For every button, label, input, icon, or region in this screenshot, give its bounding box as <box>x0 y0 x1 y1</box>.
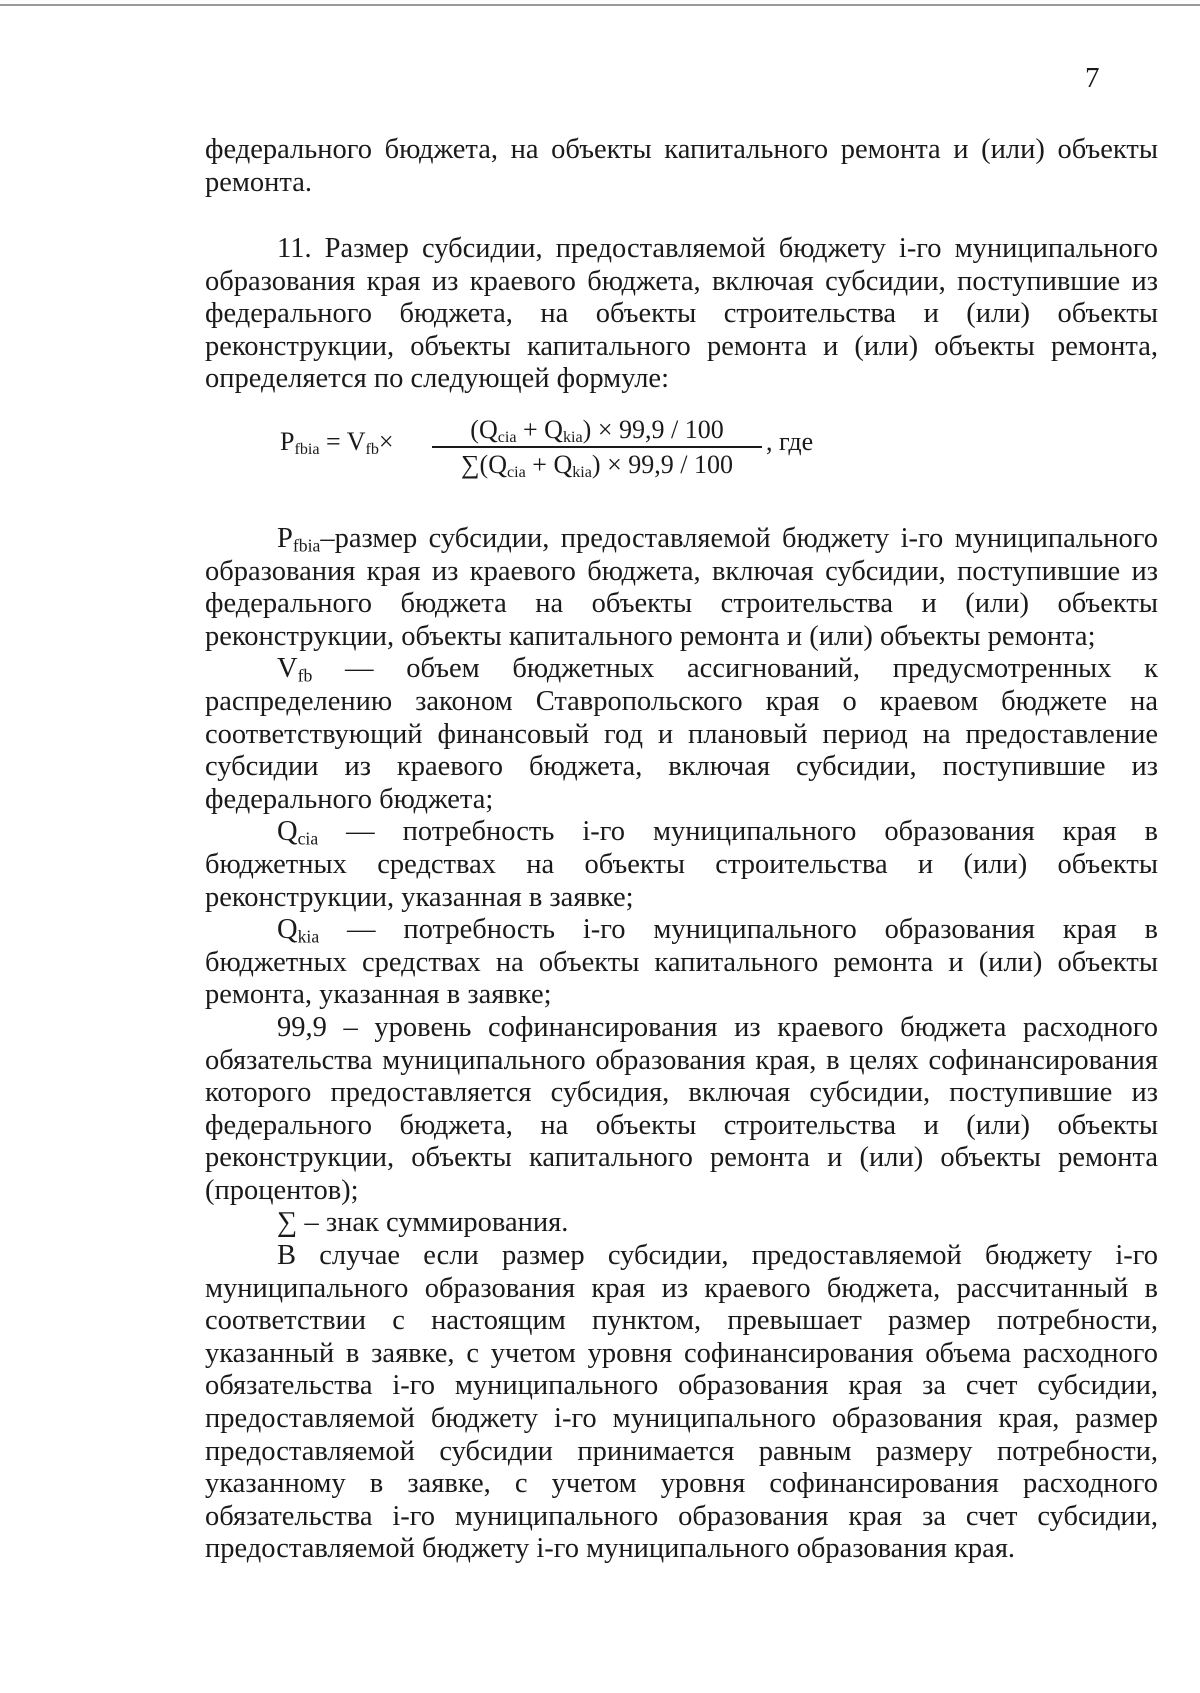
definition-q-cia: $Q_{cia}$ — потребность i-го муниципального образования края в бюджетных средствах на объекты строительства и (или) объекты реконструкции, указанная в заявке; <box>205 816 1158 913</box>
page-number: 7 <box>1085 62 1100 94</box>
definition-q-kia: $Q_{kia}$ — потребность i-го муниципального образования края в бюджетных средствах на объекты капитального ремонта и (или) объекты ремонта, указанная в заявке; <box>205 914 1158 1011</box>
clause-11-text: 11. Размер субсидии, предоставляемой бюджету i-го муниципального образования края из краевого бюджета, включая субсидии, поступившие из федерального бюджета, на объекты строительства и (или) объекты реконструкции, объекты капитального ремонта и (или) объекты ремонта, определяется по следующей формуле: <box>205 233 1158 395</box>
scan-edge-line <box>0 4 1200 6</box>
formula-denominator: $\sum(Q_{cia} + Q_{kia}) \times 99,9 / 100$ <box>461 450 733 482</box>
clause-11 <box>205 233 1158 396</box>
formula-fraction <box>428 415 766 480</box>
formula-tail: , где <box>766 427 814 456</box>
final-paragraph: В случае если размер субсидии, предоставляемой бюджету i-го муниципального образования края из краевого бюджета, рассчитанный в соответствии с настоящим пунктом, превышает размер потребности, указанный в заявке, с учетом уровня софинансирования объема расходного обязательства i-го муниципального образования края за счет субсидии, предоставляемой бюджету i-го муниципального образования края, размер предоставляемой субсидии принимается равным размеру потребности, указанному в заявке, с учетом уровня софинансирования расходного обязательства i-го муниципального образования края за счет субсидии, предоставляемой бюджету i-го муниципального образования края. <box>205 1240 1158 1565</box>
definition-v-fb: $V_{fb}$ — объем бюджетных ассигнований, предусмотренных к распределению законом Ставропольского края о краевом бюджете на соответствующий финансовый год и плановый период на предоставление субсидии из краевого бюджета, включая субсидии, поступившие из федерального бюджета; <box>205 653 1158 815</box>
formula-lhs: $P_{fbia} = V_{fb}\times$ <box>280 427 394 459</box>
formula-numerator: $(Q_{cia} + Q_{kia}) \times 99,9 / 100$ <box>470 415 724 447</box>
definition-cofinancing-level: 99,9 – уровень софинансирования из краевого бюджета расходного обязательства муниципального образования края, в целях софинансирования которого предоставляется субсидия, включая субсидии, поступившие из федерального бюджета, на объекты строительства и (или) объекты реконструкции, объекты капитального ремонта и (или) объекты ремонта (процентов); <box>205 1011 1158 1206</box>
continuation-paragraph <box>205 134 1158 199</box>
definitions-block <box>205 523 1158 1566</box>
definition-sum-sign: ∑ – знак суммирования. <box>277 1207 569 1239</box>
definition-p-fbia: $P_{fbia}$–размер субсидии, предоставляемой бюджету i-го муниципального образования края из краевого бюджета, включая субсидии, поступившие из федерального бюджета на объекты строительства и (или) объекты реконструкции, объекты капитального ремонта и (или) объекты ремонта; <box>205 523 1158 652</box>
fraction-bar <box>432 446 762 448</box>
continuation-text: федерального бюджета, на объекты капитального ремонта и (или) объекты ремонта. <box>205 134 1158 198</box>
